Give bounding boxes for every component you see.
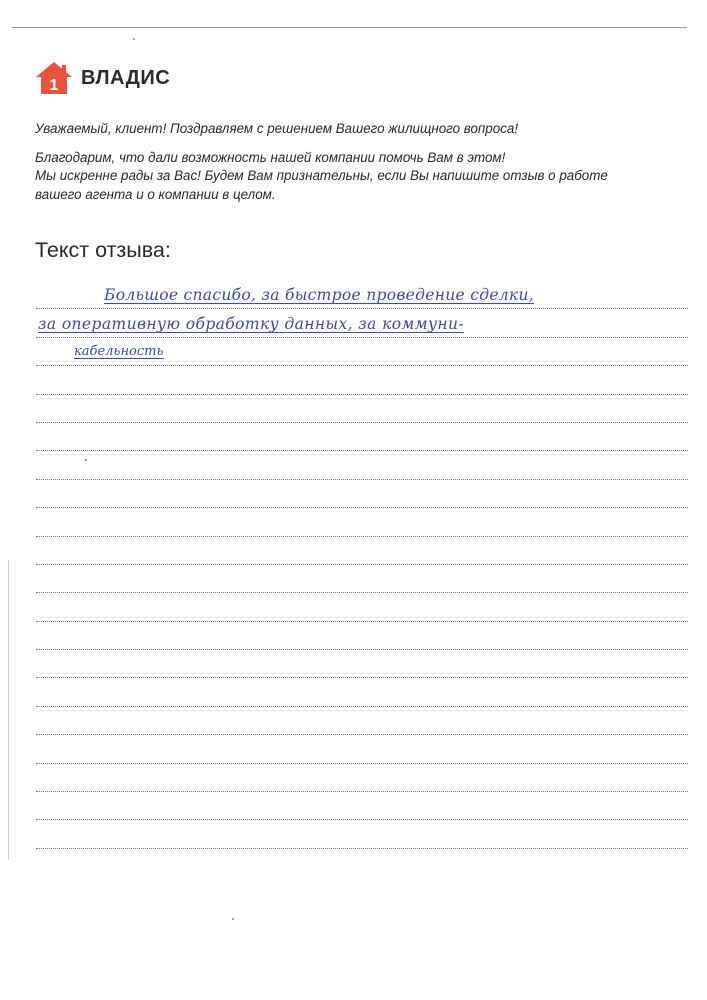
intro-text <box>35 120 675 204</box>
ruled-line <box>36 622 688 650</box>
greeting-text: Уважаемый, клиент! Поздравляем с решением Вашего жилищного вопроса! <box>35 121 519 136</box>
ruled-line <box>36 820 688 848</box>
ruled-line <box>36 366 688 394</box>
scan-speck <box>133 38 135 40</box>
ruled-line <box>36 565 688 593</box>
logo-digit: 1 <box>49 77 59 94</box>
ruled-line <box>36 678 688 706</box>
scan-edge <box>8 560 9 860</box>
ruled-line <box>36 423 688 451</box>
ruled-line <box>36 395 688 423</box>
brand-name: ВЛАДИС <box>81 66 171 89</box>
house-logo-icon <box>35 61 73 95</box>
handwritten-line-2: за оперативную обработку данных, за коммуни- <box>38 315 465 333</box>
scan-speck <box>232 918 234 920</box>
ruled-line <box>36 537 688 565</box>
ruled-line <box>36 593 688 621</box>
intro-line-1: Благодарим, что дали возможность нашей компании помочь Вам в этом! <box>35 149 506 165</box>
ruled-line <box>36 480 688 508</box>
ruled-line <box>36 792 688 820</box>
intro-line-3: вашего агента и о компании в целом. <box>35 186 276 202</box>
ruled-line <box>36 764 688 792</box>
brand-header <box>35 60 170 96</box>
handwritten-line-3: кабельность <box>74 344 164 359</box>
ruled-line <box>36 508 688 536</box>
handwritten-line-1: Большое спасибо, за быстрое проведение сделки, <box>104 286 535 304</box>
review-heading: Текст отзыва: <box>35 238 171 262</box>
ruled-line <box>36 650 688 678</box>
top-rule <box>12 27 687 28</box>
ruled-lines <box>36 281 688 849</box>
ruled-line <box>36 707 688 735</box>
intro-line-2: Мы искренне рады за Вас! Будем Вам признательны, если Вы напишите отзыв о работе <box>35 168 608 183</box>
ruled-line <box>36 451 688 479</box>
ruled-line <box>36 735 688 763</box>
